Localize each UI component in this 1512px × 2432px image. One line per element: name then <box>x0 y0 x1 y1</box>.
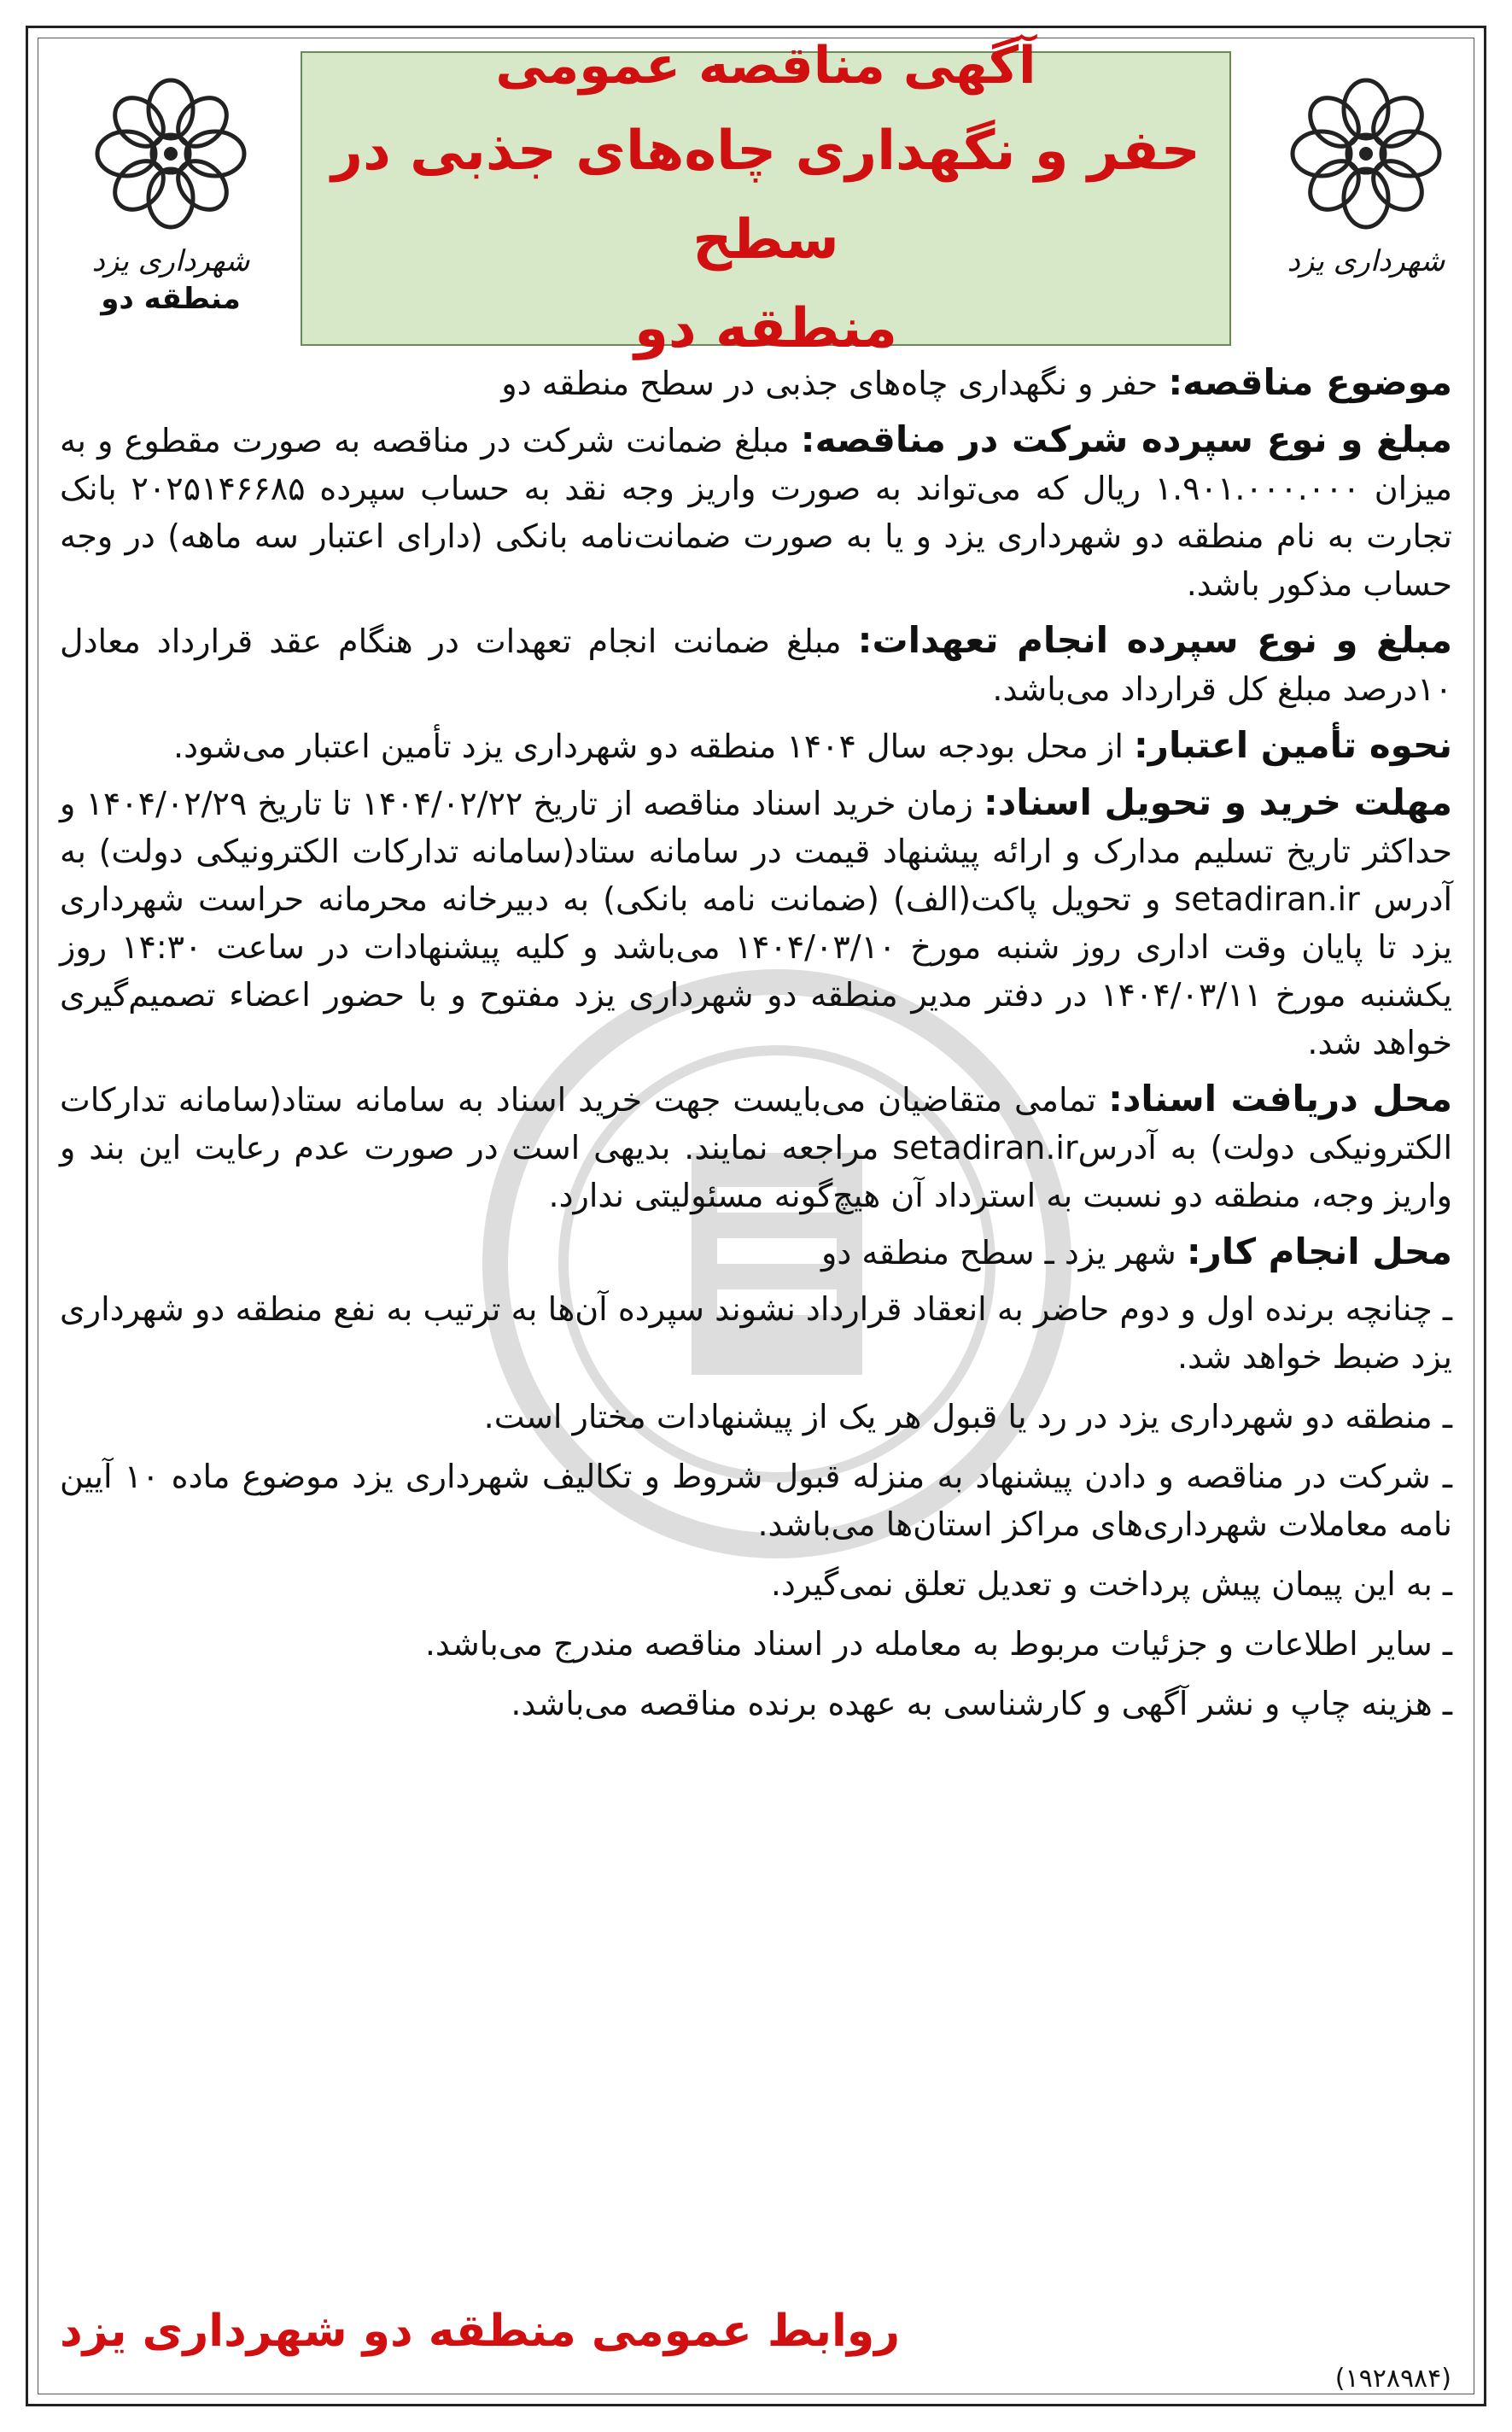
notice-body <box>60 359 1452 2297</box>
municipality-logo-right <box>1255 68 1477 278</box>
notice-subtitle: حفر و نگهداری چاه‌های جذبی در سطح <box>331 119 1200 272</box>
documents-label: محل دریافت اسناد: <box>1108 1078 1452 1120</box>
bid-guarantee-paragraph <box>60 416 1452 608</box>
location-paragraph <box>60 1228 1452 1277</box>
performance-guarantee-label: مبلغ و نوع سپرده انجام تعهدات: <box>857 619 1452 661</box>
note-item: ـ شرکت در مناقصه و دادن پیشنهاد به منزله قبول شروط و تکالیف شهرداری یزد موضوع ماده ۱۰ آیین نامه معاملات شهرداری‌های مراکز استان‌ها می‌باشد. <box>60 1458 1452 1543</box>
footer <box>60 2297 1452 2365</box>
note-item: ـ چنانچه برنده اول و دوم حاضر به انعقاد قرارداد نشوند سپرده آن‌ها به ترتیب به نفع منطقه دو شهرداری یزد ضبط خواهد شد. <box>60 1290 1452 1376</box>
documents-text: تمامی متقاضیان می‌بایست جهت خرید اسناد به سامانه ستاد(سامانه تدارکات الکترونیکی دولت) به آدرسsetadiran.ir مراجعه نمایند. بدیهی است در صورت عدم رعایت این بند و واریز وجه، منطقه دو نسبت به استرداد آن هیچ‌گونه مسئولیتی ندارد. <box>60 1081 1453 1214</box>
notice-code: (۱۹۲۸۹۸۴) <box>1334 2364 1451 2394</box>
subject-text: حفر و نگهداری چاه‌های جذبی در سطح منطقه دو <box>501 365 1159 402</box>
notice-subtitle-region: منطقه دو <box>634 296 897 360</box>
performance-guarantee-paragraph <box>60 617 1452 713</box>
funding-text: از محل بودجه سال ۱۴۰۴ منطقه دو شهرداری یزد تأمین اعتبار می‌شود. <box>173 728 1124 765</box>
bid-guarantee-text: مبلغ ضمانت شرکت در مناقصه به صورت مقطوع و به میزان ۱.۹۰۱.۰۰۰.۰۰۰ ریال که می‌تواند به صورت واریز وجه نقد به حساب سپرده ۲۰۲۵۱۴۶۶۸۵ بانک تجارت به نام منطقه دو شهرداری یزد و یا به صورت ضمانت‌نامه بانکی (دارای اعتبار سه ماهه) در وجه حساب مذکور باشد. <box>60 422 1452 603</box>
logo-script: شهرداری یزد <box>1287 244 1445 278</box>
note-item: ـ به این پیمان پیش پرداخت و تعدیل تعلق نمی‌گیرد. <box>770 1565 1452 1603</box>
note-item: ـ منطقه دو شهرداری یزد در رد یا قبول هر یک از پیشنهادات مختار است. <box>483 1398 1452 1435</box>
deadlines-paragraph <box>60 779 1452 1067</box>
logo-script: شهرداری یزد <box>91 244 250 278</box>
deadlines-label: مهلت خرید و تحویل اسناد: <box>983 781 1452 823</box>
bid-guarantee-label: مبلغ و نوع سپرده شرکت در مناقصه: <box>800 418 1452 460</box>
logo-region-label: منطقه دو <box>101 282 241 316</box>
flower-emblem-icon <box>1281 68 1451 239</box>
funding-label: نحوه تأمین اعتبار: <box>1133 724 1452 766</box>
documents-paragraph <box>60 1075 1452 1219</box>
subject-label: موضوع مناقصه: <box>1168 361 1452 403</box>
performance-guarantee-text: مبلغ ضمانت انجام تعهدات در هنگام عقد قرارداد معادل ۱۰درصد مبلغ کل قرارداد می‌باشد. <box>60 623 1452 708</box>
flower-emblem-icon <box>85 68 256 239</box>
notice-title-box <box>301 35 1231 360</box>
municipality-logo-left <box>60 68 282 316</box>
deadlines-text: زمان خرید اسناد مناقصه از تاریخ ۱۴۰۴/۰۲/۲۲ تا تاریخ ۱۴۰۴/۰۲/۲۹ و حداکثر تاریخ تسلیم مدارک و ارائه پیشنهاد قیمت در سامانه ستاد(سامانه تدارکات الکترونیکی دولت) به آدرس setadiran.ir و تحویل پاکت(الف) (ضمانت نامه بانکی) به دبیرخانه محرمانه حراست شهرداری یزد تا پایان وقت اداری روز شنبه مورخ ۱۴۰۴/۰۳/۱۰ می‌باشد و کلیه پیشنهادات در ساعت ۱۴:۳۰ روز یکشنبه مورخ ۱۴۰۴/۰۳/۱۱ در دفتر مدیر منطقه دو شهرداری یزد مفتوح و با حضور اعضاء تصمیم‌گیری خواهد شد. <box>60 785 1453 1061</box>
note-item: ـ هزینه چاپ و نشر آگهی و کارشناسی به عهده برنده مناقصه می‌باشد. <box>511 1685 1452 1722</box>
public-relations-signature: روابط عمومی منطقه دو شهرداری یزد <box>60 2306 901 2357</box>
funding-paragraph <box>60 722 1452 770</box>
note-item: ـ سایر اطلاعات و جزئیات مربوط به معامله در اسناد مناقصه مندرج می‌باشد. <box>424 1625 1452 1663</box>
subject-paragraph <box>60 359 1452 407</box>
location-text: شهر یزد ـ سطح منطقه دو <box>821 1234 1176 1272</box>
location-label: محل انجام کار: <box>1186 1231 1452 1272</box>
notice-title: آگهی مناقصه عمومی <box>495 35 1036 96</box>
